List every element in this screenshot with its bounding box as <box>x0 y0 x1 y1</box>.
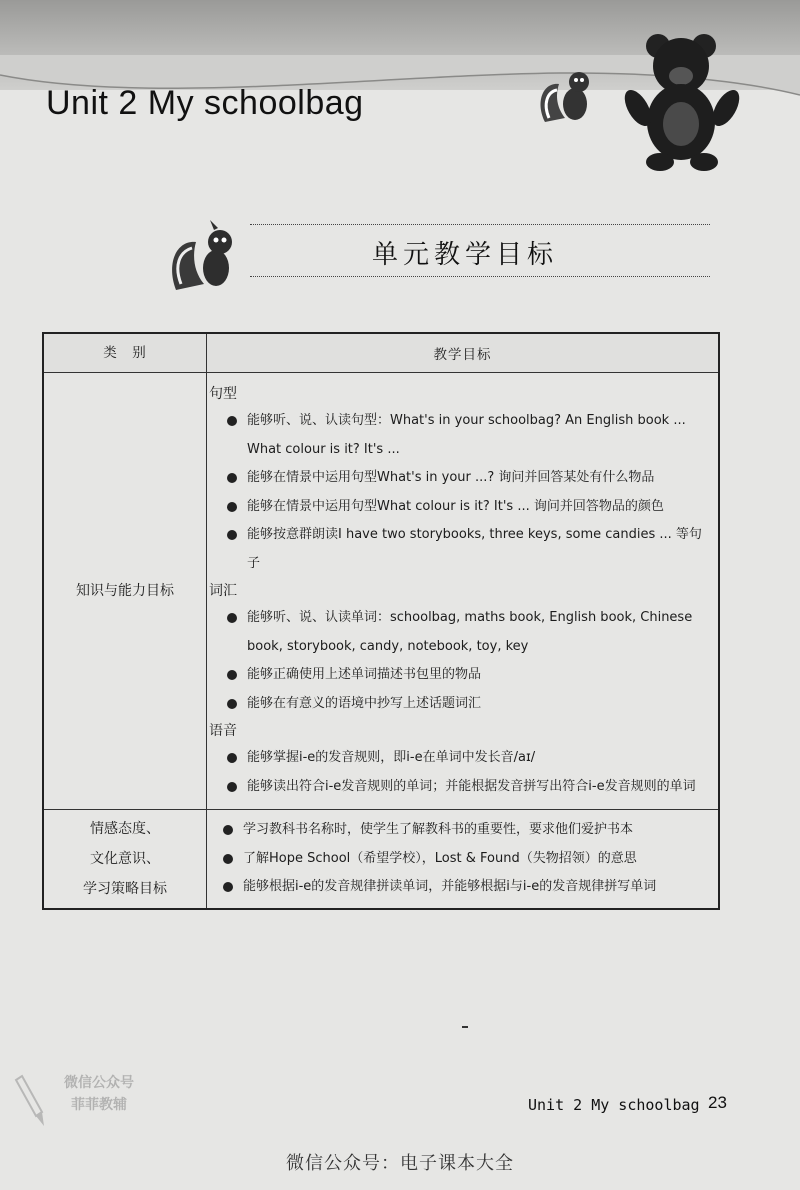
bullet-icon <box>227 699 237 709</box>
section-header <box>170 218 720 298</box>
list-item: 能够按意群朗读I have two storybooks, three keys, some candies ... 等句子 <box>207 521 708 578</box>
sentence-goals-list <box>207 407 708 578</box>
header-category: 类 别 <box>43 333 207 373</box>
phonics-goals-list <box>207 744 708 801</box>
bullet-icon <box>227 753 237 763</box>
unit-title: Unit 2 My schoolbag <box>46 84 364 122</box>
table-header-row <box>43 333 719 373</box>
watermark <box>14 1072 144 1132</box>
vocabulary-goals-list <box>207 604 708 718</box>
group-heading-vocabulary: 词汇 <box>209 583 237 599</box>
list-item: 能够在情景中运用句型What colour is it? It's ... 询问并回答物品的颜色 <box>207 493 708 522</box>
goals-table <box>42 332 720 910</box>
section-rule-top <box>250 224 710 225</box>
attitude-goals-list <box>207 816 708 902</box>
bullet-icon <box>223 854 233 864</box>
list-item: 能够在情景中运用句型What's in your ...? 询问并回答某处有什么物品 <box>207 464 708 493</box>
table-row <box>43 373 719 810</box>
bullet-icon <box>223 825 233 835</box>
page-number: 23 <box>708 1093 727 1112</box>
table-row <box>43 810 719 909</box>
category-knowledge: 知识与能力目标 <box>43 373 207 810</box>
section-title: 单元教学目标 <box>371 240 558 270</box>
dash-mark <box>462 1026 468 1028</box>
watermark-line-2: 菲菲教辅 <box>71 1097 127 1113</box>
section-rule-bottom <box>250 276 710 277</box>
footer-unit-label: Unit 2 My schoolbag <box>528 1096 700 1114</box>
watermark-line-1: 微信公众号 <box>64 1075 134 1091</box>
list-item: 能够听、说、认读单词：schoolbag, maths book, English book, Chinese book, storybook, candy, notebook, toy, key <box>207 604 708 661</box>
bullet-icon <box>227 473 237 483</box>
group-heading-sentences: 句型 <box>209 386 237 402</box>
bullet-icon <box>227 416 237 426</box>
bullet-icon <box>227 502 237 512</box>
list-item: 能够根据i-e的发音规律拼读单词，并能够根据i与i-e的发音规律拼写单词 <box>207 873 708 902</box>
category-attitude: 情感态度、 文化意识、 学习策略目标 <box>43 810 207 909</box>
header-goals: 教学目标 <box>207 333 720 373</box>
group-heading-phonics: 语音 <box>209 723 237 739</box>
squirrel-icon <box>535 62 605 132</box>
list-item: 学习教科书名称时，使学生了解教科书的重要性，要求他们爱护书本 <box>207 816 708 845</box>
pen-icon <box>14 1072 50 1132</box>
goals-attitude <box>207 810 720 909</box>
list-item: 能够正确使用上述单词描述书包里的物品 <box>207 661 708 690</box>
list-item: 能够听、说、认读句型：What's in your schoolbag? An English book ... What colour is it? It's ... <box>207 407 708 464</box>
list-item: 能够在有意义的语境中抄写上述话题词汇 <box>207 690 708 719</box>
bottom-caption: 微信公众号：电子课本大全 <box>286 1153 514 1174</box>
bullet-icon <box>227 530 237 540</box>
bear-icon <box>618 24 748 174</box>
list-item: 能够读出符合i-e发音规则的单词；并能根据发音拼写出符合i-e发音规则的单词 <box>207 773 708 802</box>
bullet-icon <box>227 782 237 792</box>
list-item: 了解Hope School（希望学校），Lost & Found（失物招领）的意思 <box>207 845 708 874</box>
bullet-icon <box>227 670 237 680</box>
goals-knowledge <box>207 373 720 810</box>
bullet-icon <box>223 882 233 892</box>
bullet-icon <box>227 613 237 623</box>
list-item: 能够掌握i-e的发音规则，即i-e在单词中发长音/aɪ/ <box>207 744 708 773</box>
